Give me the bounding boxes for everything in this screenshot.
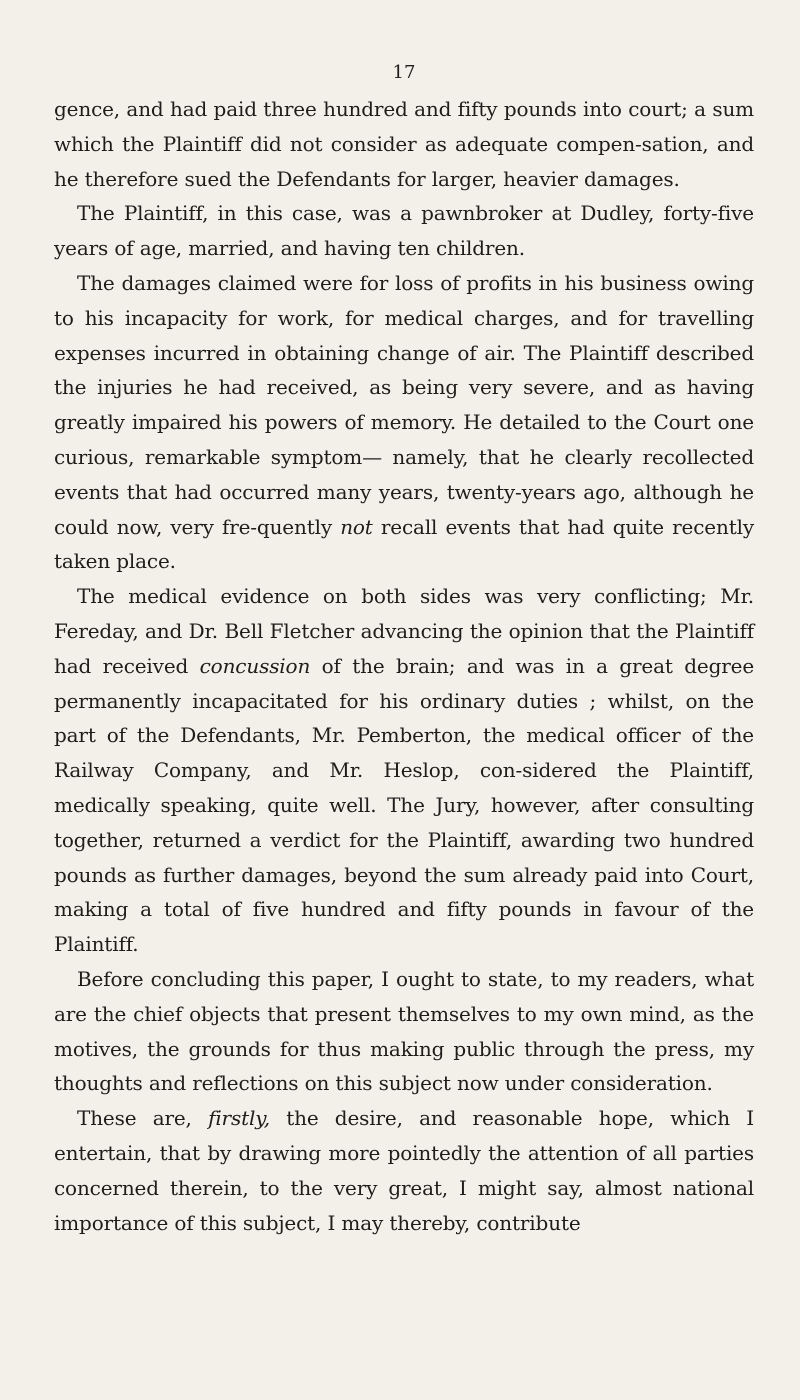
text-run: recall events that had quite recently taken place.	[54, 514, 754, 574]
text-run: the desire, and reasonable hope, which I entertain, that by drawing more pointedly the attention of all parties concerned therein, to the very great, I might say, almost national importance of this subject, I may thereby, contribute	[54, 1106, 754, 1235]
text-run: gence, and had paid three hundred and fifty pounds into court; a sum which the Plaintiff did not consider as adequate compen-sation, and he therefore sued the Defendants for larger, heavier damages.	[54, 97, 754, 191]
text-run: The medical evidence on both sides was very conflicting; Mr. Fereday, and Dr. Bell Fletcher advancing the opinion that the Plaintiff had received	[54, 584, 754, 678]
italic-text: firstly,	[208, 1106, 270, 1131]
text-run: The damages claimed were for loss of profits in his business owing to his incapacity for work, for medical charges, and for travelling expenses incurred in obtaining change of air. The Plaintiff described the injuries he had received, as being very severe, and as having greatly impaired his powers of memory. He detailed to the Court one curious, remarkable symptom— namely, that he clearly recollected events that had occurred many years, twenty-years ago, although he could now, very fre-quently	[54, 270, 754, 539]
body-text	[54, 92, 754, 1240]
paragraph	[54, 266, 754, 579]
italic-text: concussion	[199, 653, 311, 678]
text-run: Before concluding this paper, I ought to state, to my readers, what are the chief objects that present themselves to my own mind, as the motives, the grounds for thus making public through the press, my thoughts and reflections on this subject now under consideration.	[54, 966, 754, 1096]
page-number: 17	[392, 62, 416, 83]
paragraph	[54, 196, 754, 266]
text-run: of the brain; and was in a great degree permanently incapacitated for his ordinary duties ; whilst, on the part of the Defendants, Mr. Pemberton, the medical officer of the Railway Company, and Mr. Heslop, con-sidered the Plaintiff, medically speaking, quite well. The Jury, however, after consulting together, returned a verdict for the Plaintiff, awarding two hundred pounds as further damages, beyond the sum already paid into Court, making a total of five hundred and fifty pounds in favour of the Plaintiff.	[54, 653, 755, 957]
paragraph	[54, 1101, 754, 1240]
paragraph	[54, 92, 754, 196]
paragraph	[54, 579, 754, 962]
paragraph	[54, 962, 754, 1101]
text-run: The Plaintiff, in this case, was a pawnbroker at Dudley, forty-five years of age, married, and having ten children.	[54, 201, 754, 261]
italic-text: not	[340, 514, 373, 539]
text-run: These are,	[77, 1106, 209, 1131]
